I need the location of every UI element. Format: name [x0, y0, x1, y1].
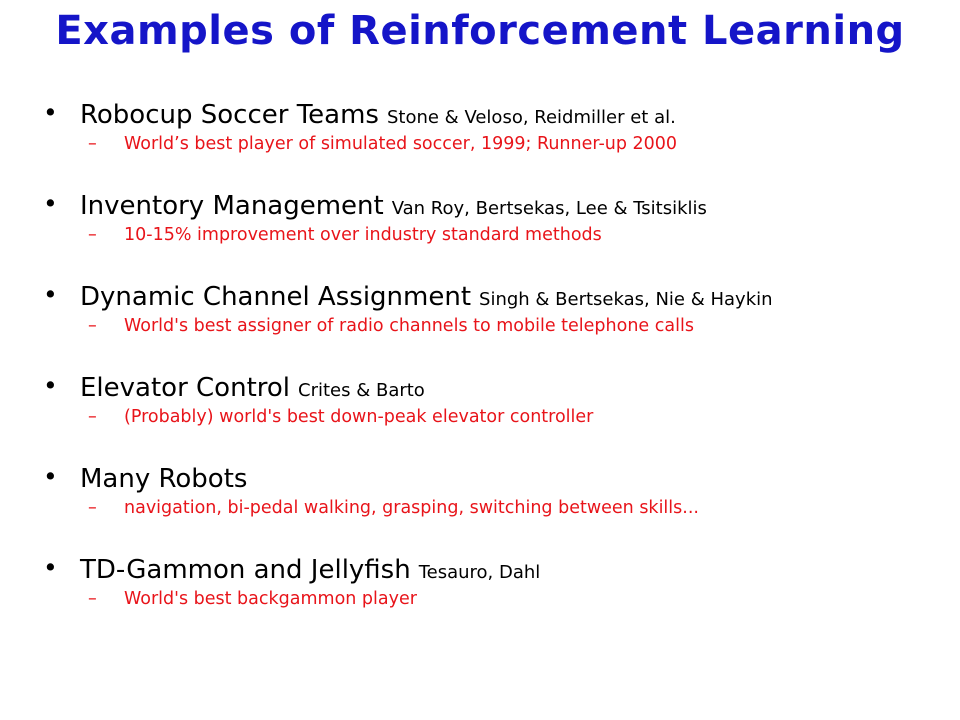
item-detail: 10-15% improvement over industry standard methods: [124, 225, 602, 245]
list-item: [0, 96, 960, 187]
bullet-icon: •: [43, 553, 58, 582]
item-heading: TD-Gammon and Jellyfish: [80, 555, 411, 585]
item-authors: Van Roy, Bertsekas, Lee & Tsitsiklis: [391, 198, 707, 219]
item-authors: Stone & Veloso, Reidmiller et al.: [386, 107, 676, 128]
list-item: [0, 187, 960, 278]
item-detail: (Probably) world's best down-peak elevator controller: [124, 407, 594, 427]
item-authors: Crites & Barto: [298, 380, 425, 401]
bullet-icon: •: [43, 371, 58, 400]
dash-icon: –: [88, 134, 97, 154]
item-detail: World's best assigner of radio channels to mobile telephone calls: [124, 316, 694, 336]
list-item: [0, 460, 960, 551]
item-authors: Singh & Bertsekas, Nie & Haykin: [479, 289, 773, 310]
dash-icon: –: [88, 407, 97, 427]
bullet-icon: •: [43, 462, 58, 491]
bullet-icon: •: [43, 189, 58, 218]
slide-title: Examples of Reinforcement Learning: [55, 8, 905, 54]
dash-icon: –: [88, 589, 97, 609]
item-heading: Many Robots: [80, 464, 248, 494]
item-detail: World's best backgammon player: [124, 589, 417, 609]
item-heading: Elevator Control: [80, 373, 291, 403]
item-heading: Robocup Soccer Teams: [80, 100, 379, 130]
bullet-icon: •: [43, 98, 58, 127]
dash-icon: –: [88, 225, 97, 245]
dash-icon: –: [88, 316, 97, 336]
bullet-list: [0, 96, 960, 642]
item-detail: navigation, bi-pedal walking, grasping, switching between skills...: [124, 498, 699, 518]
list-item: [0, 278, 960, 369]
list-item: [0, 369, 960, 460]
bullet-icon: •: [43, 280, 58, 309]
list-item: [0, 551, 960, 642]
item-authors: Tesauro, Dahl: [418, 562, 541, 583]
dash-icon: –: [88, 498, 97, 518]
item-heading: Inventory Management: [80, 191, 384, 221]
item-heading: Dynamic Channel Assignment: [80, 282, 472, 312]
item-detail: World’s best player of simulated soccer, 1999; Runner-up 2000: [124, 134, 678, 154]
